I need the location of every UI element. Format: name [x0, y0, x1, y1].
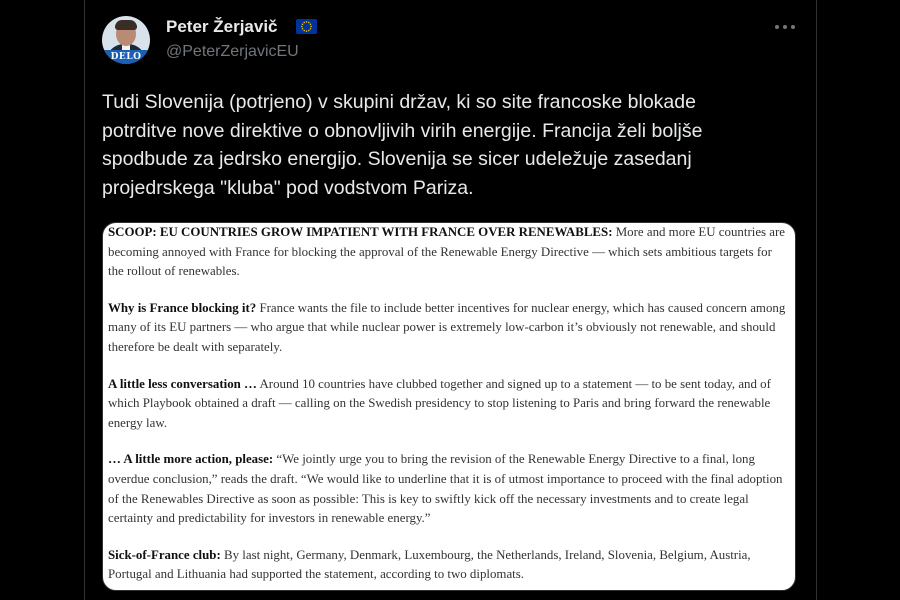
- flag-star: [303, 30, 305, 32]
- more-horizontal-icon[interactable]: [773, 22, 797, 34]
- article-paragraph-2: [108, 299, 790, 358]
- paragraph-lead: Sick-of-France club:: [108, 547, 221, 562]
- article-paragraph-3: [108, 375, 790, 434]
- flag-star: [310, 23, 312, 25]
- paragraph-body: “We jointly urge you to bring the revision of the Renewable Energy Directive to a final, long overdue conclusion,” reads the draft. “We would like to underline that it is of utmost importance to proceed with the final adoption of the Renewables Directive as soon as possible: This is key to swiftly kick off the necessary investments and to create legal certainty and predictability for investors in renewable energy.”: [108, 452, 783, 526]
- tweet: [85, 0, 816, 600]
- flag-star: [303, 22, 305, 24]
- avatar[interactable]: [102, 16, 150, 64]
- avatar-hair: [115, 20, 137, 30]
- paragraph-lead: … A little more action, please:: [108, 452, 274, 467]
- tweet-media-image[interactable]: [102, 222, 796, 591]
- avatar-badge: DELO: [102, 50, 150, 64]
- flag-star: [306, 30, 308, 32]
- paragraph-lead: SCOOP: EU COUNTRIES GROW IMPATIENT WITH FRANCE OVER RENEWABLES:: [108, 225, 613, 239]
- flag-star: [302, 23, 304, 25]
- article-screenshot: [108, 223, 790, 591]
- paragraph-body: France wants the file to include better incentives for nuclear energy, which has caused concern among many of its EU partners — who argue that while nuclear power is extremely low-carbon it’s obviously not renewable, and should therefore be dealt with separately.: [108, 300, 786, 354]
- paragraph-body: By last night, Germany, Denmark, Luxembourg, the Netherlands, Ireland, Slovenia, Belgium, Austria, Portugal and Lithuania had supported the statement, according to two diplomats.: [108, 547, 751, 582]
- flag-star: [301, 26, 303, 28]
- eu-flag-icon: [296, 19, 317, 34]
- flag-star: [302, 28, 304, 30]
- article-paragraph-1: [108, 223, 790, 282]
- flag-star: [308, 30, 310, 32]
- column-border-right: [816, 0, 817, 600]
- flag-star: [310, 26, 312, 28]
- paragraph-lead: Why is France blocking it?: [108, 300, 257, 315]
- paragraph-body: More and more EU countries are becoming annoyed with France for blocking the approval of the Renewable Energy Directive — which sets ambitious targets for the rollout of renewables.: [108, 225, 786, 279]
- tweet-text: Tudi Slovenija (potrjeno) v skupini držav, ki so site francoske blokade potrditve nove direktive o obnovljivih virih energije. Francija želi boljše spodbude za jedrsko energijo. Slovenija se sicer udeležuje zasedanj projedrskega "kluba" pod vodstvom Pariza.: [102, 91, 703, 199]
- paragraph-body: Around 10 countries have clubbed together and signed up to a statement — to be sent today, and of which Playbook obtained a draft — calling on the Swedish presidency to stop listening to Paris and bring forward the renewable energy law.: [108, 376, 771, 430]
- flag-star: [308, 22, 310, 24]
- paragraph-lead: A little less conversation …: [108, 376, 257, 391]
- article-paragraph-5: [108, 546, 790, 585]
- flag-star: [306, 21, 308, 23]
- flag-star: [310, 28, 312, 30]
- article-paragraph-4: [108, 450, 790, 528]
- author-handle[interactable]: @PeterZerjavicEU: [166, 43, 299, 60]
- author-name[interactable]: Peter Žerjavič: [166, 17, 278, 36]
